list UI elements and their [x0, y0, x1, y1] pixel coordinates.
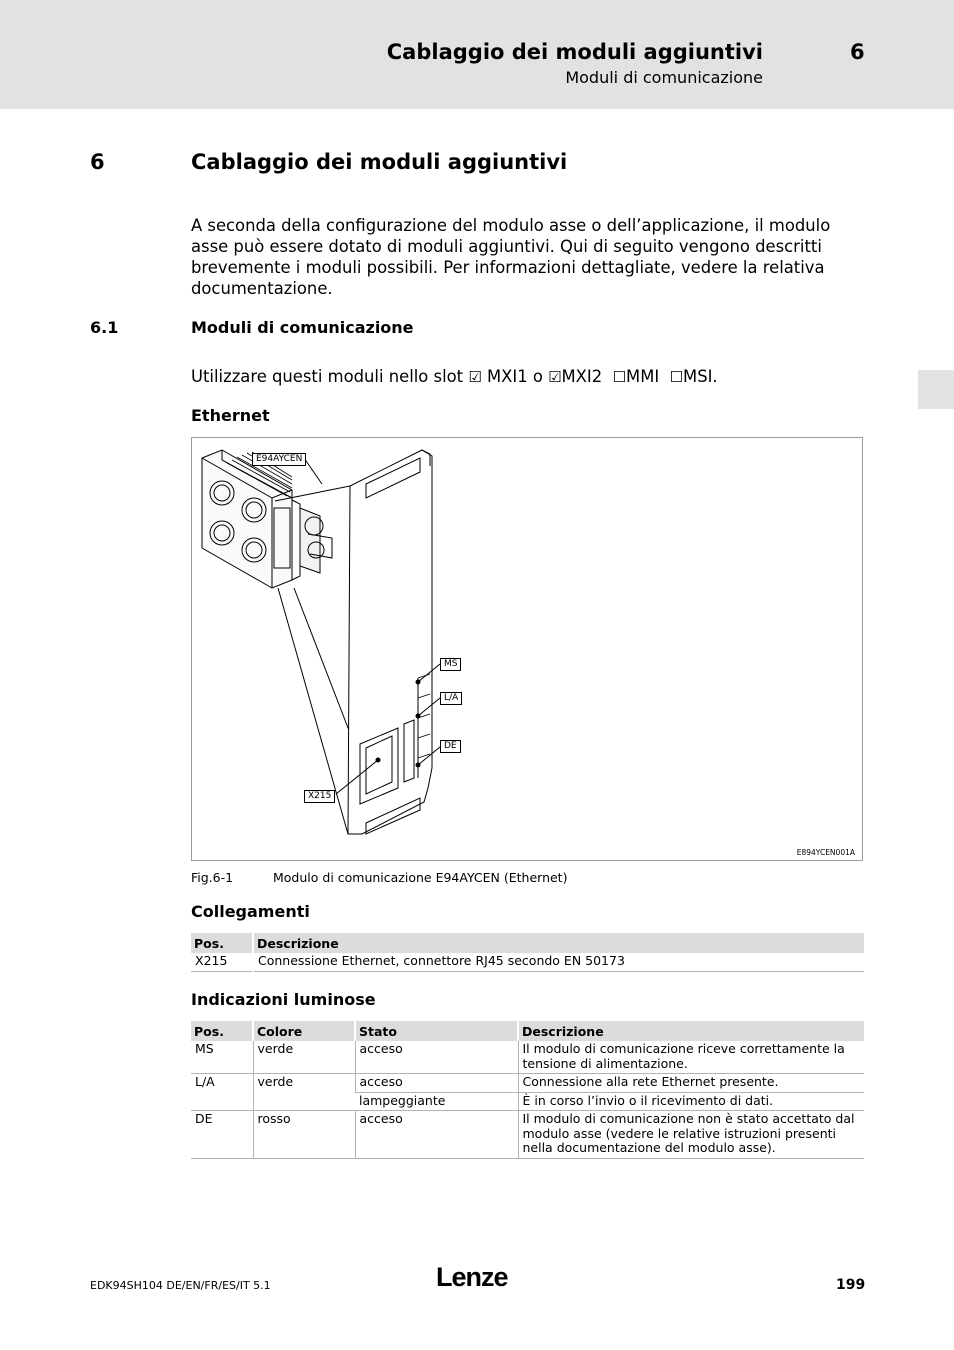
unchecked-box-icon: ☐	[612, 368, 627, 386]
figure-number: Fig.6-1	[191, 870, 234, 885]
table-row	[191, 953, 864, 971]
table-cell: lampeggiante	[355, 1092, 518, 1111]
callout-x215: X215	[304, 790, 335, 803]
document-code: EDK94SH104 DE/EN/FR/ES/IT 5.1	[90, 1279, 271, 1292]
slot-label-mxi1: MXI1 o	[486, 367, 543, 386]
figure-caption: Modulo di comunicazione E94AYCEN (Ethernet)	[273, 870, 568, 885]
column-header: Pos.	[191, 1021, 253, 1041]
table-cell: verde	[253, 1041, 355, 1074]
unchecked-box-icon: ☐	[669, 368, 684, 386]
checked-box-icon: ☑	[548, 368, 562, 386]
table-cell: rosso	[253, 1111, 355, 1159]
running-header-chapter-number: 6	[850, 40, 865, 64]
subsection-title: Moduli di comunicazione	[191, 318, 414, 337]
module-illustration	[192, 438, 864, 862]
subsection-number: 6.1	[90, 318, 119, 337]
running-header-subtitle: Moduli di comunicazione	[565, 68, 763, 87]
slot-text: Utilizzare questi moduli nello slot	[191, 367, 464, 386]
slot-label-mmi: MMI	[626, 367, 660, 386]
table-cell: acceso	[355, 1074, 518, 1093]
table-row	[191, 1074, 864, 1093]
leds-heading: Indicazioni luminose	[191, 990, 376, 1009]
slot-label-msi: MSI.	[683, 367, 718, 386]
column-header: Pos.	[191, 933, 253, 953]
page-number: 199	[836, 1277, 866, 1293]
ethernet-heading: Ethernet	[191, 406, 270, 425]
table-cell: È in corso l’invio o il ricevimento di dati.	[518, 1092, 864, 1111]
table-cell: Connessione alla rete Ethernet presente.	[518, 1074, 864, 1093]
section-title: Cablaggio dei moduli aggiuntivi	[191, 150, 568, 174]
table-cell: Connessione Ethernet, connettore RJ45 secondo EN 50173	[253, 953, 864, 971]
table-header-row	[191, 933, 864, 953]
column-header: Colore	[253, 1021, 355, 1041]
callout-la: L/A	[440, 692, 462, 705]
table-cell: Il modulo di comunicazione riceve correttamente la tensione di alimentazione.	[518, 1041, 864, 1074]
table-header-row	[191, 1021, 864, 1041]
table-cell: DE	[191, 1111, 253, 1159]
checked-box-icon: ☑	[468, 368, 482, 386]
connections-table	[191, 933, 864, 972]
table-cell: L/A	[191, 1074, 253, 1111]
column-header: Descrizione	[253, 933, 864, 953]
connections-heading: Collegamenti	[191, 902, 310, 921]
section-number: 6	[90, 150, 105, 174]
callout-ms: MS	[440, 658, 461, 671]
column-header: Stato	[355, 1021, 518, 1041]
slot-label-mxi2: MXI2	[561, 367, 603, 386]
lenze-logo: Lenze	[436, 1262, 508, 1292]
column-header: Descrizione	[518, 1021, 864, 1041]
table-cell: acceso	[355, 1111, 518, 1159]
running-header-title: Cablaggio dei moduli aggiuntivi	[386, 40, 763, 64]
table-cell: X215	[191, 953, 253, 971]
chapter-thumb-tab	[918, 370, 954, 409]
figure-code: E894YCEN001A	[796, 848, 855, 857]
leds-table	[191, 1021, 864, 1159]
table-cell: verde	[253, 1074, 355, 1111]
table-cell: acceso	[355, 1041, 518, 1074]
intro-paragraph: A seconda della configurazione del modulo asse o dell’applicazione, il modulo asse può essere dotato di moduli aggiuntivi. Qui di seguito vengono descritti brevemente i moduli possibili. Per informazioni dettagliate, vedere la relativa documentazione.	[191, 216, 831, 298]
callout-module: E94AYCEN	[252, 453, 306, 466]
table-row	[191, 1041, 864, 1074]
figure-ethernet-module	[191, 437, 863, 861]
slot-usage-line	[191, 367, 718, 386]
callout-de: DE	[440, 740, 461, 753]
table-cell: MS	[191, 1041, 253, 1074]
table-row	[191, 1111, 864, 1159]
table-cell: Il modulo di comunicazione non è stato accettato dal modulo asse (vedere le relative istruzioni presenti nella documentazione del modulo asse).	[518, 1111, 864, 1159]
